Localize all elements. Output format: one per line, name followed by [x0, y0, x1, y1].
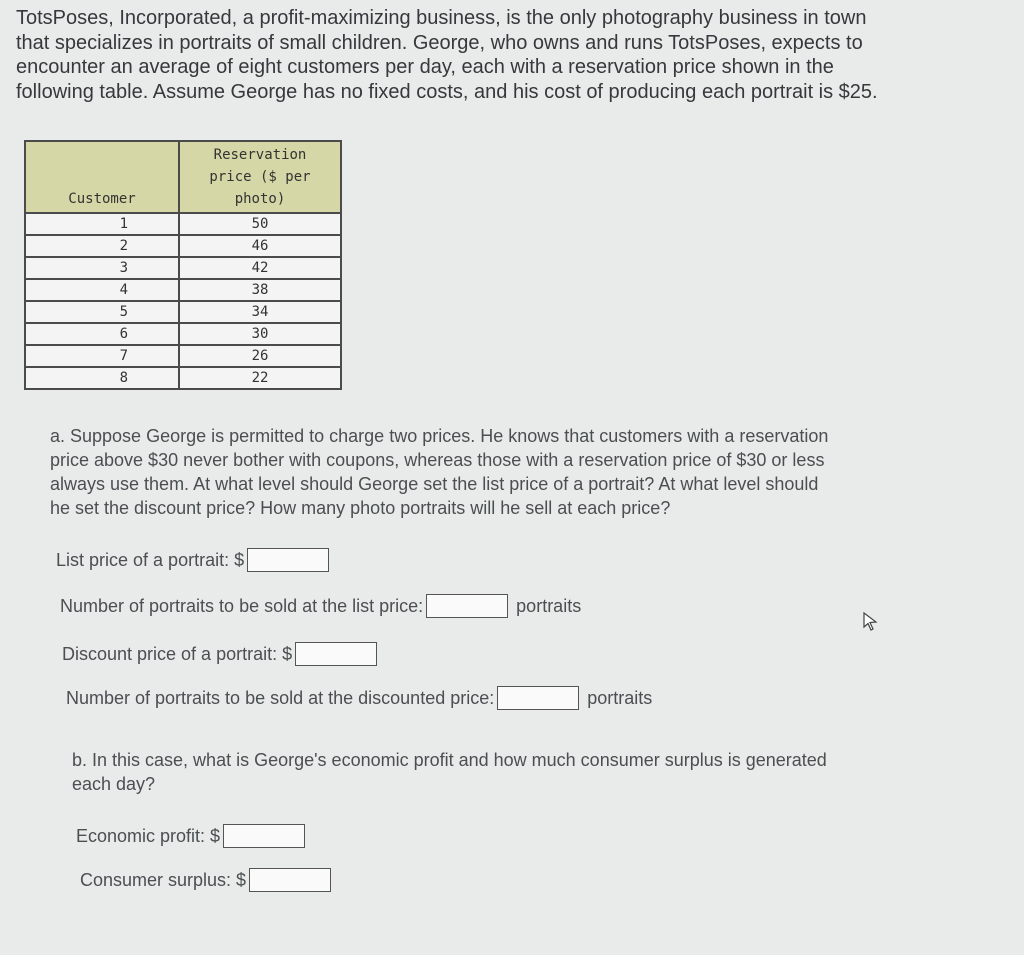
price-cell: 46 [179, 235, 341, 257]
price-cell: 50 [179, 213, 341, 235]
table-row [25, 235, 341, 257]
discount-qty-input[interactable] [497, 686, 579, 710]
list-qty-unit: portraits [516, 595, 582, 616]
profit-input[interactable] [223, 824, 305, 848]
list-qty-label: Number of portraits to be sold at the list price: [60, 595, 424, 616]
header-price-line: photo) [234, 191, 286, 207]
table-row [25, 257, 341, 279]
intro-line: TotsPoses, Incorporated, a profit-maximizing business, is the only photography business in town [16, 7, 867, 29]
discount-qty-row [66, 686, 652, 710]
discount-price-row [62, 642, 377, 666]
question-line: a. Suppose George is permitted to charge two prices. He knows that customers with a reservation [50, 426, 829, 446]
list-price-label: List price of a portrait: $ [56, 549, 245, 570]
profit-label: Economic profit: $ [76, 825, 221, 846]
question-line: b. In this case, what is George's economic profit and how much consumer surplus is generated [72, 750, 827, 770]
question-line: price above $30 never bother with coupons, whereas those with a reservation price of $30 or less [50, 450, 825, 470]
list-qty-row [60, 594, 581, 618]
customer-cell: 6 [25, 323, 179, 345]
discount-price-input[interactable] [295, 642, 377, 666]
intro-line: following table. Assume George has no fixed costs, and his cost of producing each portrait is $25. [16, 80, 878, 103]
header-price-line: Reservation [213, 147, 307, 163]
table-row [25, 345, 341, 367]
discount-price-label: Discount price of a portrait: $ [62, 643, 293, 664]
price-cell: 22 [179, 367, 341, 389]
problem-intro [16, 6, 1016, 104]
customer-cell: 7 [25, 345, 179, 367]
reservation-price-table [24, 140, 342, 390]
question-line: always use them. At what level should George set the list price of a portrait? At what level should [50, 474, 819, 494]
question-line: he set the discount price? How many photo portraits will he sell at each price? [50, 498, 671, 518]
table-row [25, 213, 341, 235]
table-row [25, 367, 341, 389]
header-customer: Customer [25, 141, 179, 213]
price-cell: 26 [179, 345, 341, 367]
part-a-question [50, 424, 828, 520]
header-price-line: price ($ per [209, 169, 311, 185]
price-cell: 38 [179, 279, 341, 301]
header-reservation-price [179, 141, 341, 213]
intro-line: that specializes in portraits of small children. George, who owns and runs TotsPoses, expects to [16, 31, 863, 54]
profit-row [76, 824, 305, 848]
table-header-row [25, 141, 341, 213]
question-line: each day? [72, 774, 156, 794]
part-b-question [72, 748, 827, 796]
surplus-row [80, 868, 331, 892]
list-price-row [56, 548, 329, 572]
table-row [25, 301, 341, 323]
customer-cell: 8 [25, 367, 179, 389]
intro-line: encounter an average of eight customers per day, each with a reservation price shown in the [16, 56, 834, 78]
surplus-input[interactable] [249, 868, 331, 892]
price-cell: 30 [179, 323, 341, 345]
list-qty-input[interactable] [426, 594, 508, 618]
table-row [25, 279, 341, 301]
customer-cell: 1 [25, 213, 179, 235]
list-price-input[interactable] [247, 548, 329, 572]
price-cell: 34 [179, 301, 341, 323]
mouse-pointer-icon [860, 610, 882, 632]
customer-cell: 5 [25, 301, 179, 323]
surplus-label: Consumer surplus: $ [80, 869, 247, 890]
customer-cell: 2 [25, 235, 179, 257]
discount-qty-unit: portraits [587, 687, 653, 708]
price-cell: 42 [179, 257, 341, 279]
customer-cell: 4 [25, 279, 179, 301]
discount-qty-label: Number of portraits to be sold at the discounted price: [66, 687, 495, 708]
customer-cell: 3 [25, 257, 179, 279]
table-row [25, 323, 341, 345]
